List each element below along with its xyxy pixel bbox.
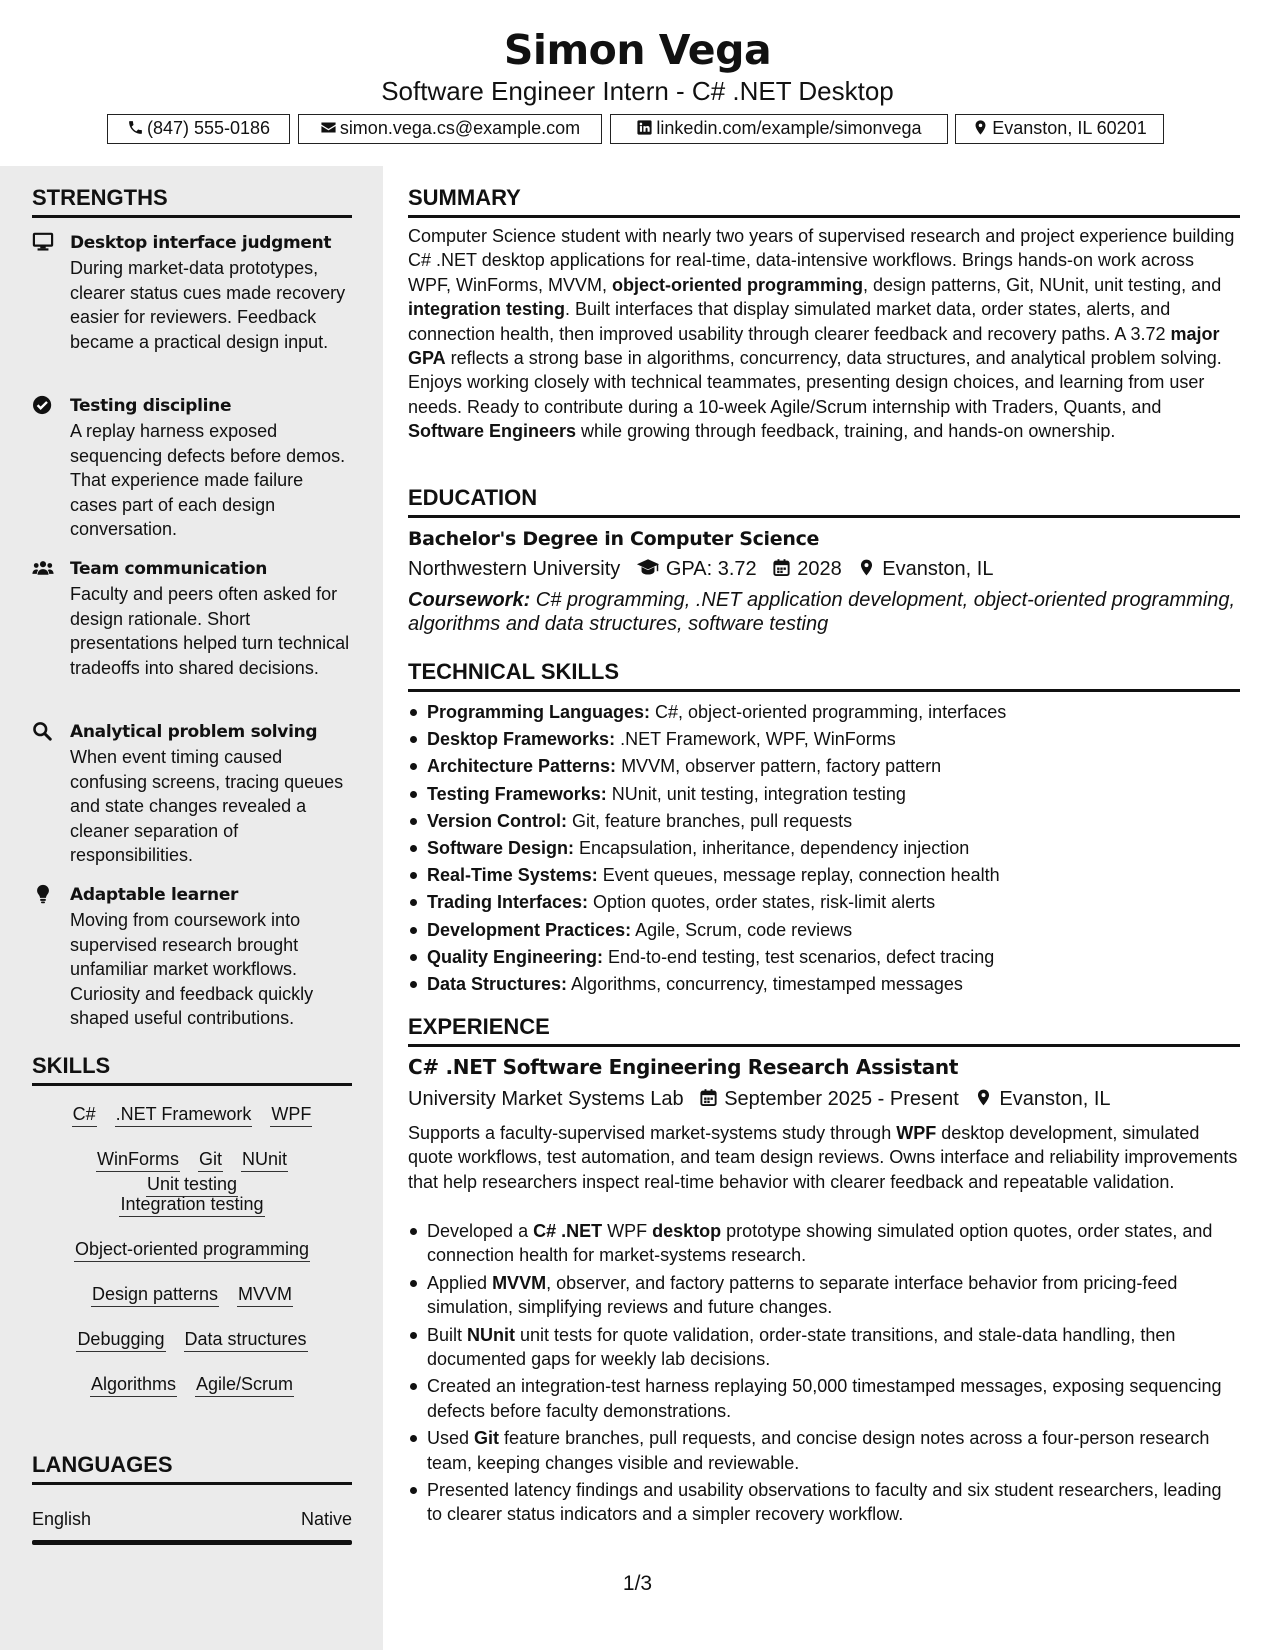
skill-tag: Data structures <box>184 1327 308 1352</box>
phone-icon <box>127 119 144 136</box>
contact-location <box>955 114 1164 144</box>
tech-skill-value: NUnit, unit testing, integration testing <box>606 783 906 804</box>
tech-skill-value: End-to-end testing, test scenarios, defect tracing <box>603 946 995 967</box>
strength-item <box>32 556 352 680</box>
sidebar <box>0 166 383 1650</box>
emphasis-text: Software Engineers <box>408 421 577 442</box>
search-icon <box>32 721 54 741</box>
tech-skill-value: .NET Framework, WPF, WinForms <box>615 729 896 750</box>
text-run: Computer Science student with nearly two years of supervised research and project experience building C# .NET desktop applications for real-time, data-intensive workflows. Brings hands-on work across WPF, WinForms, MVVM, <box>408 226 1235 295</box>
tech-skill-value: C#, object-oriented programming, interfaces <box>650 702 1007 722</box>
check-circle-icon <box>32 395 54 415</box>
target-role: Software Engineer Intern - C# .NET Desktop <box>381 76 894 106</box>
tech-skill-label: Trading Interfaces: <box>427 892 589 913</box>
tech-skill-label: Testing Frameworks: <box>427 783 607 804</box>
skill-tag: WPF <box>270 1102 312 1127</box>
skills-row <box>32 1237 352 1282</box>
strength-description: Faculty and peers often asked for design rationale. Short presentations helped turn technical tradeoffs into shared decisions. <box>70 584 350 678</box>
skills-row <box>32 1192 352 1237</box>
users-icon <box>32 558 54 578</box>
emphasis-text: WPF <box>896 1123 937 1143</box>
tech-skill-value: MVVM, observer pattern, factory pattern <box>616 756 942 777</box>
strength-item <box>32 393 352 542</box>
text-run: Built <box>427 1324 468 1345</box>
tech-skill-item <box>408 754 1240 778</box>
tech-skill-item <box>408 836 1240 860</box>
page-number: 1/3 <box>622 1572 653 1595</box>
skills-row <box>32 1282 352 1327</box>
skill-tag: Algorithms <box>90 1372 177 1397</box>
school-location: Evanston, IL <box>882 558 994 580</box>
text-run: while growing through feedback, training, and hands-on ownership. <box>576 421 1116 442</box>
job-bullet <box>408 1219 1240 1268</box>
strength-item <box>32 882 352 1031</box>
skill-tag: MVVM <box>237 1282 293 1307</box>
summary-heading: SUMMARY <box>408 184 1240 218</box>
location-text: Evanston, IL 60201 <box>992 118 1147 138</box>
skill-tag: Agile/Scrum <box>195 1372 294 1397</box>
coursework-text: C# programming, .NET application development, object-oriented programming, algorithms and data structures, software testing <box>408 589 1236 635</box>
skill-tag: Integration testing <box>119 1192 264 1217</box>
tech-skill-label: Architecture Patterns: <box>427 756 617 777</box>
candidate-name: Simon Vega <box>503 26 772 74</box>
phone-text: (847) 555-0186 <box>146 118 271 138</box>
email-text: simon.vega.cs@example.com <box>339 118 581 138</box>
skill-tag: C# <box>72 1102 97 1127</box>
tech-skill-label: Version Control: <box>427 810 568 831</box>
contact-bar <box>0 114 1275 144</box>
skills-cloud <box>32 1102 352 1417</box>
education-heading: EDUCATION <box>408 484 1240 518</box>
tech-skill-label: Software Design: <box>427 838 575 859</box>
tech-skill-label: Development Practices: <box>427 919 632 940</box>
skill-tag: WinForms <box>96 1147 180 1172</box>
skills-row <box>32 1372 352 1417</box>
text-run: Used <box>427 1428 475 1449</box>
strength-description: During market-data prototypes, clearer status cues made recovery easier for reviewers. Feedback became a practical design input. <box>70 258 346 352</box>
tech-skill-label: Desktop Frameworks: <box>427 729 616 750</box>
job-intro <box>408 1121 1240 1194</box>
skills-row <box>32 1327 352 1372</box>
strengths-heading: STRENGTHS <box>32 184 352 218</box>
job-bullet <box>408 1271 1240 1320</box>
emphasis-text: integration testing <box>408 299 565 320</box>
strength-title: Team communication <box>70 559 268 579</box>
text-run: , observer, and factory patterns to separate interface behavior from pricing-feed simulation, simplifying reviews and future changes. <box>427 1272 1178 1318</box>
emphasis-text: major GPA <box>408 323 1220 369</box>
tech-skill-item <box>408 890 1240 914</box>
job-title: C# .NET Software Engineering Research Assistant <box>408 1055 959 1079</box>
tech-skill-item <box>408 700 1240 724</box>
tech-skill-value: Git, feature branches, pull requests <box>567 810 853 831</box>
tech-skill-label: Data Structures: <box>427 974 568 995</box>
job-dates: September 2025 - Present <box>724 1088 959 1110</box>
gpa: GPA: 3.72 <box>665 558 757 580</box>
job-bullet <box>408 1374 1240 1423</box>
summary-text <box>408 224 1240 444</box>
calendar-icon <box>699 1088 718 1107</box>
skill-tag: NUnit <box>241 1147 288 1172</box>
emphasis-text: C# .NET <box>533 1221 603 1241</box>
contact-phone[interactable] <box>107 114 290 144</box>
skills-row <box>32 1102 352 1147</box>
text-run: reflects a strong base in algorithms, concurrency, data structures, and analytical problem solving. Enjoys working closely with technical teammates, presenting design choices, and learning from user needs. Ready to contribute during a 10-week Agile/Scrum internship with Traders, Quants, and <box>408 348 1222 417</box>
skills-heading: SKILLS <box>32 1052 352 1086</box>
tech-skill-label: Programming Languages: <box>427 702 651 722</box>
job-meta <box>408 1085 1111 1113</box>
experience-heading: EXPERIENCE <box>408 1013 1240 1047</box>
linkedin-text: linkedin.com/example/simonvega <box>656 118 922 138</box>
text-run: . Built interfaces that display simulated market data, order states, alerts, and connection health, then improved usability through clearer feedback and recovery paths. A 3.72 <box>408 299 1171 344</box>
job-bullets <box>408 1219 1240 1530</box>
coursework <box>408 588 1240 636</box>
map-pin-icon <box>857 558 876 577</box>
main-content <box>408 166 1240 1650</box>
strength-title: Analytical problem solving <box>70 722 318 742</box>
skill-tag: Design patterns <box>91 1282 219 1307</box>
calendar-icon <box>772 558 791 577</box>
contact-email[interactable] <box>298 114 602 144</box>
text-run: prototype showing simulated option quotes, order states, and connection health for market-systems research. <box>427 1221 1213 1266</box>
text-run: Developed a <box>427 1221 534 1241</box>
skill-tag: Debugging <box>76 1327 165 1352</box>
tech-skill-item <box>408 972 1240 996</box>
emphasis-text: MVVM <box>492 1272 547 1293</box>
language-proficiency-bar <box>32 1540 352 1545</box>
tech-skill-label: Quality Engineering: <box>427 946 604 967</box>
tech-skill-value: Agile, Scrum, code reviews <box>631 919 853 940</box>
text-run: Presented latency findings and usability observations to faculty and six student researchers, leading to clearer status indicators and a simpler recovery workflow. <box>427 1480 1222 1525</box>
map-pin-icon <box>974 1088 993 1107</box>
skills-row <box>32 1147 352 1192</box>
strength-title: Desktop interface judgment <box>70 233 332 253</box>
strength-title: Adaptable learner <box>70 885 239 905</box>
emphasis-text: desktop <box>652 1221 722 1241</box>
text-run: feature branches, pull requests, and concise design notes across a four-person research team, keeping changes visible and reviewable. <box>427 1428 1210 1473</box>
school-name: Northwestern University <box>408 558 621 580</box>
tech-skill-value: Encapsulation, inheritance, dependency injection <box>574 838 970 859</box>
job-bullet <box>408 1323 1240 1372</box>
strength-item <box>32 719 352 868</box>
strength-description: Moving from coursework into supervised research brought unfamiliar market workflows. Curiosity and feedback quickly shaped useful contributions. <box>70 910 314 1028</box>
text-run: Supports a faculty-supervised market-systems study through <box>408 1123 897 1143</box>
strength-description: A replay harness exposed sequencing defects before demos. That experience made failure cases part of each design conversation. <box>70 421 346 539</box>
technical-skills-heading: TECHNICAL SKILLS <box>408 658 1240 692</box>
skill-tag: Object-oriented programming <box>74 1237 310 1262</box>
tech-skill-value: Algorithms, concurrency, timestamped messages <box>567 974 963 995</box>
monitor-icon <box>32 232 54 252</box>
graduation-year: 2028 <box>797 558 842 580</box>
resume-header <box>0 0 1275 166</box>
tech-skill-item <box>408 782 1240 806</box>
emphasis-text: NUnit <box>467 1324 516 1345</box>
map-pin-icon <box>972 119 989 136</box>
tech-skill-value: Event queues, message replay, connection health <box>597 865 1000 886</box>
strength-description: When event timing caused confusing screens, tracing queues and state changes revealed a cleaner separation of responsibilities. <box>70 747 344 865</box>
language-row <box>32 1507 352 1531</box>
text-run: Applied <box>427 1272 493 1293</box>
skill-tag: .NET Framework <box>115 1102 253 1127</box>
skill-tag: Git <box>198 1147 223 1172</box>
technical-skills-list <box>408 700 1240 999</box>
tech-skill-item <box>408 809 1240 833</box>
language-level: Native <box>300 1509 352 1529</box>
lightbulb-icon <box>32 884 54 904</box>
strength-item <box>32 230 352 354</box>
text-run: WPF <box>602 1221 653 1241</box>
strength-title: Testing discipline <box>70 396 232 416</box>
linkedin-icon <box>636 119 653 136</box>
graduation-cap-icon <box>636 558 660 577</box>
job-location: Evanston, IL <box>999 1088 1111 1110</box>
emphasis-text: object-oriented programming <box>612 274 864 295</box>
tech-skill-value: Option quotes, order states, risk-limit alerts <box>588 892 936 913</box>
degree-title: Bachelor's Degree in Computer Science <box>408 528 820 550</box>
coursework-label: Coursework: <box>408 589 531 611</box>
text-run: , design patterns, Git, NUnit, unit testing, and <box>863 274 1222 295</box>
tech-skill-item <box>408 727 1240 751</box>
tech-skill-item <box>408 863 1240 887</box>
contact-linkedin[interactable] <box>610 114 948 144</box>
tech-skill-item <box>408 918 1240 942</box>
languages-heading: LANGUAGES <box>32 1451 352 1485</box>
education-meta <box>408 555 993 583</box>
job-bullet <box>408 1426 1240 1475</box>
language-name: English <box>32 1509 92 1529</box>
text-run: Created an integration-test harness replaying 50,000 timestamped messages, exposing sequencing defects before faculty demonstrations. <box>427 1376 1222 1421</box>
emphasis-text: Git <box>474 1428 500 1449</box>
text-run: unit tests for quote validation, order-state transitions, and stale-data handling, then documented gaps for weekly lab decisions. <box>427 1324 1176 1370</box>
tech-skill-label: Real-Time Systems: <box>427 865 598 886</box>
skill-tag: Unit testing <box>146 1172 238 1197</box>
envelope-icon <box>320 119 337 136</box>
text-run: desktop development, simulated quote workflows, test automation, and team design reviews. Owns interface and reliability improvements that help researchers inspect real-time behavior with clearer feedback and repeatable validation. <box>408 1123 1238 1192</box>
tech-skill-item <box>408 945 1240 969</box>
organization: University Market Systems Lab <box>408 1088 684 1110</box>
job-bullet <box>408 1478 1240 1527</box>
